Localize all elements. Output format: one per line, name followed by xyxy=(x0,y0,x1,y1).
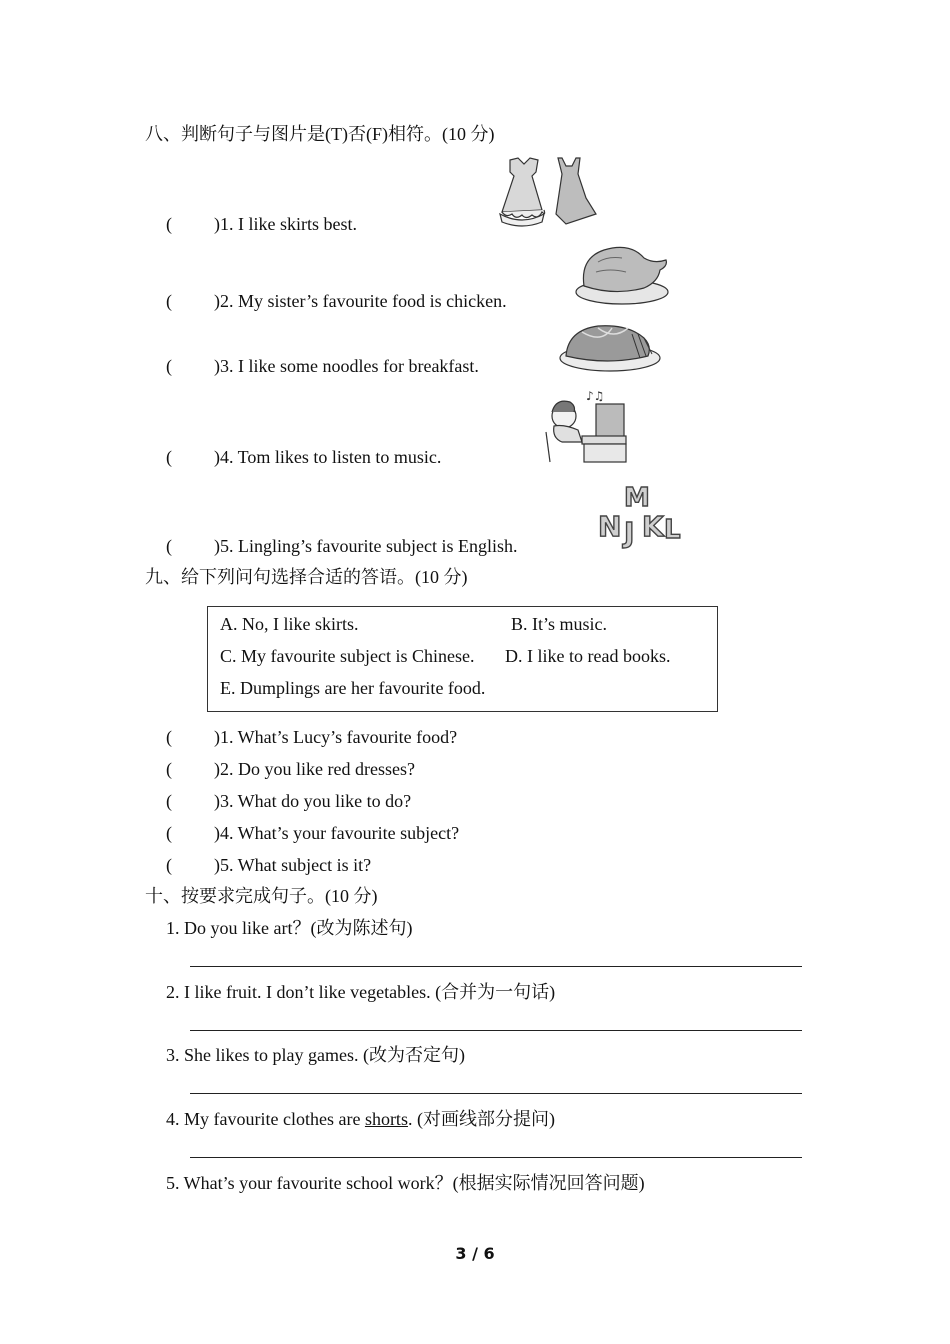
s10-question-4 xyxy=(166,1108,555,1130)
s9-question-2 xyxy=(166,758,415,780)
answer-paren[interactable]: ( xyxy=(166,356,172,376)
svg-text:K: K xyxy=(642,510,664,543)
question-text: )4. What’s your favourite subject? xyxy=(214,823,460,843)
s8-question-1 xyxy=(166,213,357,235)
question-text: . (对画线部分提问) xyxy=(407,1109,555,1129)
answer-paren[interactable]: ( xyxy=(166,727,172,747)
question-text: )5. What subject is it? xyxy=(214,855,372,875)
question-text: )1. What’s Lucy’s favourite food? xyxy=(214,727,458,747)
question-text: )2. Do you like red dresses? xyxy=(214,759,415,779)
answer-line[interactable] xyxy=(190,966,802,967)
choice-e: E. Dumplings are her favourite food. xyxy=(220,678,486,698)
question-text: )3. I like some noodles for breakfast. xyxy=(214,356,479,376)
section10-title: 十、按要求完成句子。(10 分) xyxy=(145,886,378,906)
svg-text:M: M xyxy=(624,483,650,513)
answer-paren[interactable]: ( xyxy=(166,447,172,467)
section9-title: 九、给下列问句选择合适的答语。(10 分) xyxy=(145,567,468,587)
dresses-icon xyxy=(496,154,600,230)
question-text: )5. Lingling’s favourite subject is English. xyxy=(214,536,518,556)
s9-question-3 xyxy=(166,790,411,812)
page-number: 3 / 6 xyxy=(455,1244,495,1263)
choice-a: A. No, I like skirts. xyxy=(220,614,359,634)
answer-line[interactable] xyxy=(190,1093,802,1094)
s9-question-5 xyxy=(166,854,371,876)
answer-paren[interactable]: ( xyxy=(166,791,172,811)
underlined-word: shorts xyxy=(364,1109,408,1129)
roast-chicken-icon xyxy=(574,242,670,306)
svg-text:♪♫: ♪♫ xyxy=(586,389,605,403)
question-text: )1. I like skirts best. xyxy=(214,214,357,234)
s10-question-1: 1. Do you like art？(改为陈述句) xyxy=(166,918,413,938)
answer-paren[interactable]: ( xyxy=(166,214,172,234)
question-text: )2. My sister’s favourite food is chicken. xyxy=(214,291,507,311)
choices-box xyxy=(207,606,718,712)
s8-question-5 xyxy=(166,535,517,557)
boy-computer-music-icon xyxy=(544,386,630,464)
letters-mnjkl-icon xyxy=(596,478,688,550)
answer-paren[interactable]: ( xyxy=(166,823,172,843)
answer-paren[interactable]: ( xyxy=(166,759,172,779)
s9-question-1 xyxy=(166,726,457,748)
choice-b: B. It’s music. xyxy=(511,614,608,634)
svg-text:L: L xyxy=(664,515,681,545)
answer-line[interactable] xyxy=(190,1030,802,1031)
answer-line[interactable] xyxy=(190,1157,802,1158)
question-text: )4. Tom likes to listen to music. xyxy=(214,447,442,467)
svg-text:J: J xyxy=(624,516,635,549)
choice-d: D. I like to read books. xyxy=(505,646,671,666)
answer-paren[interactable]: ( xyxy=(166,855,172,875)
s8-question-3 xyxy=(166,355,479,377)
answer-paren[interactable]: ( xyxy=(166,291,172,311)
bread-loaf-icon xyxy=(558,320,664,374)
question-text: )3. What do you like to do? xyxy=(214,791,412,811)
s8-question-4 xyxy=(166,446,441,468)
question-text: 4. My favourite clothes are xyxy=(166,1109,365,1129)
answer-paren[interactable]: ( xyxy=(166,536,172,556)
s10-question-5: 5. What’s your favourite school work？(根据实际情况回答问题) xyxy=(166,1173,645,1193)
s10-question-2: 2. I like fruit. I don’t like vegetables. (合并为一句话) xyxy=(166,982,556,1002)
choice-c: C. My favourite subject is Chinese. xyxy=(220,646,475,666)
s9-question-4 xyxy=(166,822,459,844)
s8-question-2 xyxy=(166,290,507,312)
svg-text:N: N xyxy=(598,510,622,543)
section8-title: 八、判断句子与图片是(T)否(F)相符。(10 分) xyxy=(145,124,495,144)
s10-question-3: 3. She likes to play games. (改为否定句) xyxy=(166,1045,465,1065)
